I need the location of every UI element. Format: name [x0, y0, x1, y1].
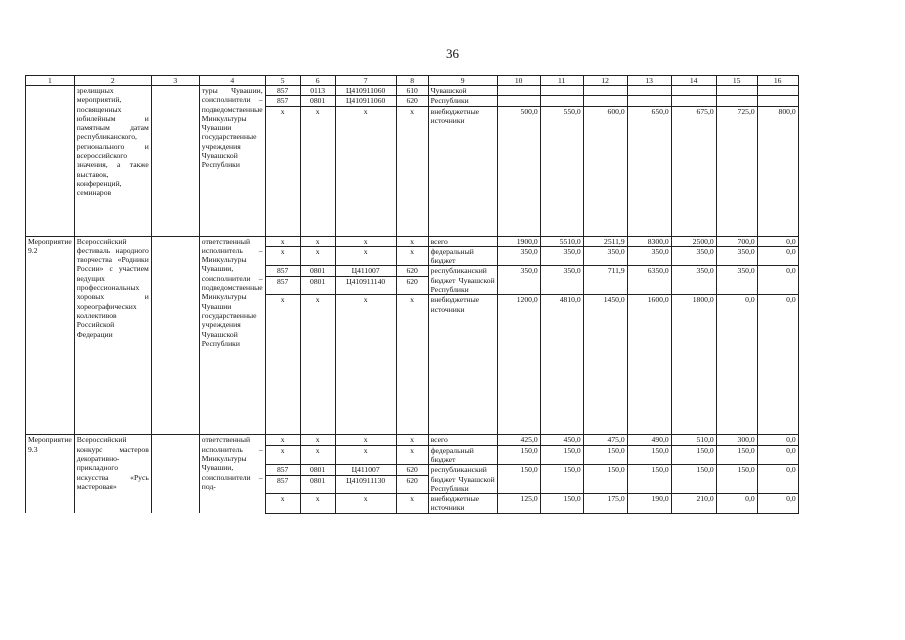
- section-cell: 0801 0801: [300, 465, 335, 494]
- value-cell: 700,0: [716, 236, 757, 246]
- source-cell: внебюджетные источники: [428, 106, 497, 236]
- section-cell: x: [300, 445, 335, 465]
- activity-code-cell: [26, 86, 75, 237]
- program-activities-table: [25, 75, 799, 514]
- column-number: 6: [300, 76, 335, 86]
- column-number: 7: [335, 76, 396, 86]
- value-cell: 350,0: [497, 266, 540, 295]
- activity-code-cell: Мероприятие 9.2: [26, 236, 75, 435]
- grbs-cell: 857: [265, 86, 300, 96]
- value-cell: 0,0: [757, 445, 798, 465]
- value-cell: 150,0: [540, 445, 583, 465]
- section-cell: 0113: [300, 86, 335, 96]
- value-cell: 0,0: [757, 266, 798, 295]
- value-cell: 600,0: [583, 106, 627, 236]
- column-number: 10: [497, 76, 540, 86]
- activity-name-cell: Всероссийский фестиваль народного творчества «Родники России» с участием ведущих профессиональных хоровых и хореографических коллективов Российской Федерации: [74, 236, 151, 435]
- column-number: 5: [265, 76, 300, 86]
- source-cell: всего: [428, 236, 497, 246]
- source-cell: Чувашской: [428, 86, 497, 96]
- column-number: 4: [199, 76, 265, 86]
- column-number: 2: [74, 76, 151, 86]
- expense-type-cell: x: [396, 494, 428, 514]
- activity-name-cell: Всероссийский конкурс мастеров декоративно-прикладного искусства «Русь мастеровая»: [74, 435, 151, 513]
- value-cell: 1600,0: [627, 295, 671, 435]
- value-cell: 1900,0: [497, 236, 540, 246]
- section-cell: x: [300, 295, 335, 435]
- expense-type-cell: x: [396, 435, 428, 445]
- grbs-cell: x: [265, 494, 300, 514]
- grbs-cell: x: [265, 295, 300, 435]
- executor-cell: ответственный исполнитель – Минкультуры Чувашии, соисполнители – под-: [199, 435, 265, 513]
- expense-type-cell: x: [396, 236, 428, 246]
- section-cell: x: [300, 236, 335, 246]
- expense-type-cell: x: [396, 445, 428, 465]
- value-cell: 150,0: [716, 465, 757, 494]
- grbs-cell: x: [265, 236, 300, 246]
- target-article-cell: Ц411007 Ц410911140: [335, 266, 396, 295]
- expense-type-cell: x: [396, 295, 428, 435]
- executor-cell: ответственный исполнитель – Минкультуры Чувашии, соисполнители – подведомственные Минкультуры Чувашии государственные учреждения Чувашской Республики: [199, 236, 265, 435]
- target-article-cell: x: [335, 494, 396, 514]
- empty-cell: [151, 86, 199, 237]
- value-cell: 150,0: [627, 445, 671, 465]
- column-number: 13: [627, 76, 671, 86]
- value-cell: 4810,0: [540, 295, 583, 435]
- value-cell: 475,0: [583, 435, 627, 445]
- value-cell: 150,0: [716, 445, 757, 465]
- value-cell: 725,0: [716, 106, 757, 236]
- section-cell: x: [300, 494, 335, 514]
- target-article-cell: x: [335, 106, 396, 236]
- value-cell: 350,0: [627, 246, 671, 266]
- grbs-cell: x: [265, 445, 300, 465]
- target-article-cell: x: [335, 435, 396, 445]
- column-number: 16: [757, 76, 798, 86]
- section-cell: 0801 0801: [300, 266, 335, 295]
- source-cell: республиканский бюджет Чувашской Республики: [428, 266, 497, 295]
- target-article-cell: Ц410911060: [335, 86, 396, 96]
- value-cell: 150,0: [671, 445, 716, 465]
- empty-cell: [151, 435, 199, 513]
- column-number: 9: [428, 76, 497, 86]
- expense-type-cell: 620 620: [396, 465, 428, 494]
- value-cell: 190,0: [627, 494, 671, 514]
- target-article-cell: x: [335, 246, 396, 266]
- value-cell: 150,0: [627, 465, 671, 494]
- value-cell: 0,0: [716, 494, 757, 514]
- column-number: 3: [151, 76, 199, 86]
- column-number: 8: [396, 76, 428, 86]
- source-cell: Республики: [428, 96, 497, 106]
- value-cell: 450,0: [540, 435, 583, 445]
- value-cell: 0,0: [757, 435, 798, 445]
- source-cell: внебюджетные источники: [428, 494, 497, 514]
- value-cell: 2511,9: [583, 236, 627, 246]
- value-cell: 500,0: [497, 106, 540, 236]
- value-cell: 510,0: [671, 435, 716, 445]
- value-cell: 1800,0: [671, 295, 716, 435]
- value-cell: 150,0: [540, 465, 583, 494]
- section-cell: x: [300, 106, 335, 236]
- value-cell: 0,0: [757, 295, 798, 435]
- grbs-cell: 857: [265, 96, 300, 106]
- value-cell: 350,0: [671, 246, 716, 266]
- value-cell: 5510,0: [540, 236, 583, 246]
- expense-type-cell: 620 620: [396, 266, 428, 295]
- table-row: [26, 236, 799, 246]
- value-cell: 490,0: [627, 435, 671, 445]
- table-row: [26, 435, 799, 445]
- empty-cell: [151, 236, 199, 435]
- value-cell: 0,0: [757, 465, 798, 494]
- grbs-cell: x: [265, 435, 300, 445]
- value-cell: 125,0: [497, 494, 540, 514]
- target-article-cell: Ц411007 Ц410911130: [335, 465, 396, 494]
- value-cell: 0,0: [716, 295, 757, 435]
- value-cell: 8300,0: [627, 236, 671, 246]
- column-number-row: [26, 76, 799, 86]
- value-cell: 425,0: [497, 435, 540, 445]
- value-cell: 650,0: [627, 106, 671, 236]
- value-cell: 1450,0: [583, 295, 627, 435]
- executor-cell: туры Чувашии, соисполнители – подведомственные Минкультуры Чувашии государственные учреждения Чувашской Республики: [199, 86, 265, 237]
- value-cell: 1200,0: [497, 295, 540, 435]
- value-cell: 675,0: [671, 106, 716, 236]
- section-cell: 0801: [300, 96, 335, 106]
- value-cell: 150,0: [671, 465, 716, 494]
- section-cell: x: [300, 435, 335, 445]
- target-article-cell: Ц410911060: [335, 96, 396, 106]
- value-cell: 350,0: [497, 246, 540, 266]
- table-row: [26, 86, 799, 96]
- value-cell: 0,0: [757, 236, 798, 246]
- section-cell: x: [300, 246, 335, 266]
- value-cell: 711,9: [583, 266, 627, 295]
- column-number: 11: [540, 76, 583, 86]
- grbs-cell: 857 857: [265, 465, 300, 494]
- grbs-cell: x: [265, 246, 300, 266]
- column-number: 1: [26, 76, 75, 86]
- value-cell: 350,0: [671, 266, 716, 295]
- target-article-cell: x: [335, 236, 396, 246]
- column-number: 14: [671, 76, 716, 86]
- value-cell: 350,0: [540, 266, 583, 295]
- expense-type-cell: 620: [396, 96, 428, 106]
- source-cell: федеральный бюджет: [428, 445, 497, 465]
- target-article-cell: x: [335, 295, 396, 435]
- source-cell: республиканский бюджет Чувашской Республики: [428, 465, 497, 494]
- value-cell: 350,0: [583, 246, 627, 266]
- value-cell: 0,0: [757, 246, 798, 266]
- value-cell: 350,0: [540, 246, 583, 266]
- source-cell: федеральный бюджет: [428, 246, 497, 266]
- page-number: 36: [446, 46, 459, 61]
- grbs-cell: 857 857: [265, 266, 300, 295]
- column-number: 15: [716, 76, 757, 86]
- source-cell: всего: [428, 435, 497, 445]
- column-number: 12: [583, 76, 627, 86]
- expense-type-cell: 610: [396, 86, 428, 96]
- activity-code-cell: Мероприятие 9.3: [26, 435, 75, 513]
- expense-type-cell: x: [396, 246, 428, 266]
- value-cell: 175,0: [583, 494, 627, 514]
- value-cell: 550,0: [540, 106, 583, 236]
- value-cell: 150,0: [497, 465, 540, 494]
- value-cell: 0,0: [757, 494, 798, 514]
- value-cell: 210,0: [671, 494, 716, 514]
- value-cell: 150,0: [583, 465, 627, 494]
- value-cell: 150,0: [540, 494, 583, 514]
- value-cell: 300,0: [716, 435, 757, 445]
- grbs-cell: x: [265, 106, 300, 236]
- activity-name-cell: зрелищных мероприятий, посвященных юбилейным и памятным датам республиканского, регионального и всероссийского значения, а также выставок, конференций, семинаров: [74, 86, 151, 237]
- source-cell: внебюджетные источники: [428, 295, 497, 435]
- value-cell: 150,0: [497, 445, 540, 465]
- value-cell: 350,0: [716, 266, 757, 295]
- value-cell: 800,0: [757, 106, 798, 236]
- target-article-cell: x: [335, 445, 396, 465]
- value-cell: 350,0: [716, 246, 757, 266]
- expense-type-cell: x: [396, 106, 428, 236]
- value-cell: 150,0: [583, 445, 627, 465]
- value-cell: 2500,0: [671, 236, 716, 246]
- value-cell: 6350,0: [627, 266, 671, 295]
